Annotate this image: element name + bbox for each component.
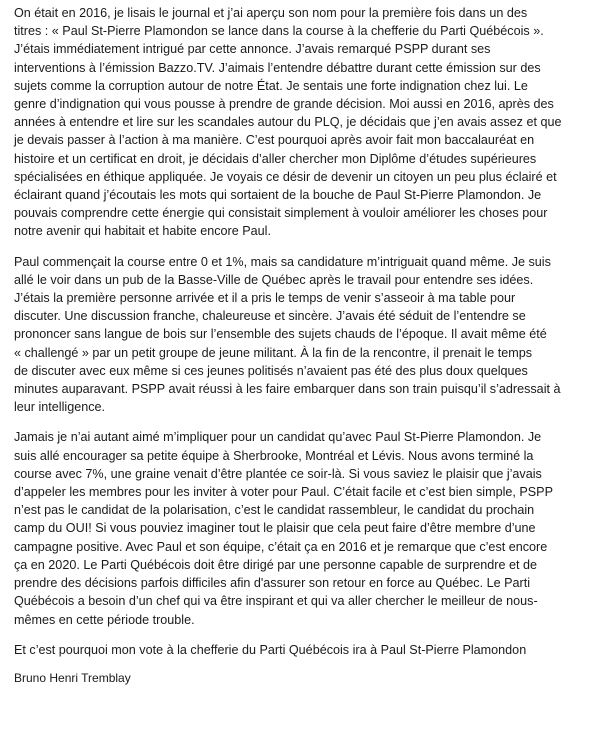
paragraph-line: suis allé encourager sa petite équipe à Sherbrooke, Montréal et Lévis. Nous avons terminé la	[14, 448, 534, 463]
paragraph-line: course avec 7%, une graine venait d’être plantée ce soir-là. Si vous saviez le plaisir que j’avais	[14, 466, 542, 481]
paragraph-line: pouvais comprendre cette énergie qui consistait simplement à vouloir améliorer les choses pour	[14, 206, 548, 221]
body-paragraph	[14, 4, 599, 241]
paragraph-line: Jamais je n’ai autant aimé m’impliquer pour un candidat qu’avec Paul St-Pierre Plamondon. Je	[14, 430, 542, 445]
paragraph-line: Québécois a besoin d’un chef qui va être inspirant et qui va aller chercher le meilleur de nous-	[14, 594, 538, 609]
paragraph-line: spécialisées en éthique appliquée. Je voyais ce désir de devenir un citoyen un peu plus éclairé et	[14, 169, 557, 184]
paragraph-line: mêmes en cette période trouble.	[14, 612, 195, 627]
body-paragraph	[14, 253, 599, 417]
paragraph-line: de discuter avec eux même si ces jeunes politisés n’avaient pas été des plus doux quelques	[14, 363, 528, 378]
closing-statement: Et c’est pourquoi mon vote à la chefferie du Parti Québécois ira à Paul St-Pierre Plamondon	[14, 642, 527, 657]
paragraph-line: camp du OUI! Si vous pouviez imaginer tout le plaisir que cela peut faire d’être membre d’une	[14, 521, 536, 536]
paragraph-line: histoire et un certificat en droit, je décidais d’aller chercher mon Diplôme d’études supérieures	[14, 151, 537, 166]
paragraph-line: Paul commençait la course entre 0 et 1%, mais sa candidature m’intriguait quand même. Je suis	[14, 254, 551, 269]
paragraph-line: ça en 2020. Le Parti Québécois doit être dirigé par une personne capable de surprendre et de	[14, 557, 537, 572]
paragraph-line: n’est pas le candidat de la polarisation, c’est le candidat rassembleur, le candidat du prochain	[14, 503, 535, 518]
paragraph-line: années à entendre et lire sur les scandales autour du PLQ, je décidais que j’en avais assez et que	[14, 115, 562, 130]
body-paragraph	[14, 428, 599, 628]
paragraph-line: leur intelligence.	[14, 400, 106, 415]
paragraph-line: On était en 2016, je lisais le journal et j’ai aperçu son nom pour la première fois dans un des	[14, 6, 528, 20]
paragraph-line: allé le voir dans un pub de la Basse-Ville de Québec après le travail pour entendre ses idées.	[14, 272, 534, 287]
paragraph-line: prendre des décisions parfois difficiles afin d'assurer son retour en force au Québec. Le Parti	[14, 576, 530, 591]
paragraph-line: d’appeler les membres pour les inviter à voter pour Paul. C’était facile et c’est bien simple, PSPP	[14, 485, 553, 500]
letter-body	[14, 4, 599, 629]
paragraph-line: J’étais la première personne arrivée et il a pris le temps de venir s’asseoir à ma table pour	[14, 291, 516, 306]
paragraph-line: J’étais immédiatement intrigué par cette annonce. J’avais remarqué PSPP durant ses	[14, 42, 491, 57]
paragraph-line: prononcer sans langue de bois sur l’ensemble des sujets chauds de l’époque. Il avait même été	[14, 327, 547, 342]
paragraph-line: éclairant quand j’écoutais les mots qui sortaient de la bouche de Paul St-Pierre Plamondon. Je	[14, 188, 542, 203]
paragraph-line: genre d’indignation qui vous pousse à prendre de grande décision. Moi aussi en 2016, après des	[14, 97, 554, 112]
paragraph-line: minutes auparavant. PSPP avait réussi à les faire embarquer dans son train puisqu’il s’adressait à	[14, 382, 561, 397]
paragraph-line: sujets comme la corruption autour de notre État. Je sentais une forte indignation chez lui. Le	[14, 78, 528, 93]
paragraph-line: je devais passer à l’action à ma manière. C’est pourquoi après avoir fait mon baccalauréat en	[14, 133, 535, 148]
paragraph-line: discuter. Une discussion franche, chaleureuse et sincère. J’avais été séduit de l’entendre se	[14, 309, 526, 324]
paragraph-line: « challengé » par un petit groupe de jeune militant. À la fin de la rencontre, il prenait le temps	[14, 345, 533, 360]
author-signature: Bruno Henri Tremblay	[14, 670, 131, 685]
paragraph-line: notre avenir qui habitait et habite encore Paul.	[14, 224, 271, 239]
paragraph-line: titres : « Paul St-Pierre Plamondon se lance dans la course à la chefferie du Parti Québécois ».	[14, 24, 544, 39]
paragraph-line: interventions à l’émission Bazzo.TV. J’aimais l’entendre débattre durant cette émission sur des	[14, 60, 541, 75]
paragraph-line: campagne positive. Avec Paul et son équipe, c’était ça en 2016 et je remarque que c’est encore	[14, 539, 548, 554]
letter-document	[14, 4, 599, 687]
